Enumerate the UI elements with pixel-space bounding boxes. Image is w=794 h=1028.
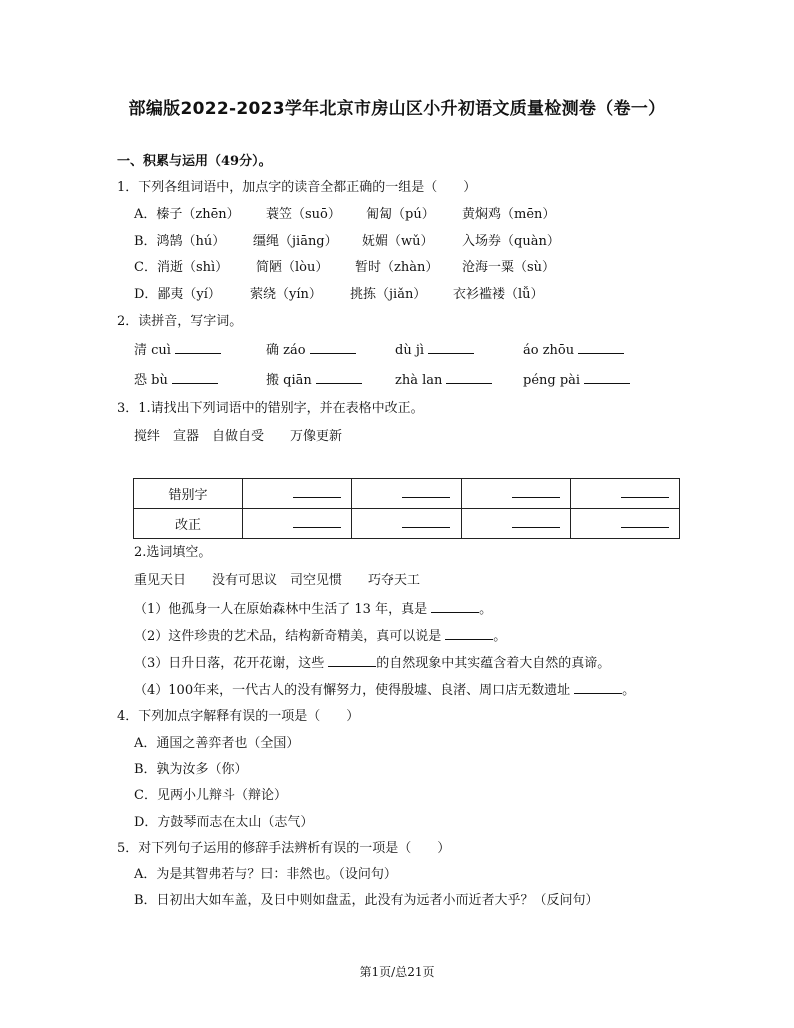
q4-option-d: D．方鼓琴而志在太山（志气） [134, 815, 314, 830]
q2-item-8: péng pài [523, 371, 630, 390]
table-cell[interactable] [570, 509, 679, 539]
q5-option-b: B．日初出大如车盖，及日中则如盘盂，此没有为远者小而近者大乎？（反问句） [134, 893, 599, 908]
q1-b-4: 入场券（quàn） [462, 234, 560, 249]
q1-c-1: C．消逝（shì） [134, 260, 229, 275]
q2-item-5: 恐 bù [134, 371, 218, 390]
q3-fill-item-2: （2）这件珍贵的艺术品，结构新奇精美，真可以说是 。 [134, 629, 507, 644]
table-cell[interactable] [461, 479, 570, 509]
q1-c-3: 暂时（zhàn） [355, 260, 439, 275]
q2-item-1: 清 cuì [134, 341, 221, 360]
q3-fill-item-4: （4）100年来，一代古人的没有懈努力，使得殷墟、良渚、周口店无数遗址 。 [134, 683, 636, 698]
q3-fill-item-1: （1）他孤身一人在原始森林中生活了 13 年，真是 。 [134, 602, 493, 617]
q1-b-3: 妩媚（wǔ） [362, 234, 434, 249]
q3-word-list: 搅绊 宣器 自做自受 万像更新 [134, 429, 343, 444]
correction-table [133, 478, 680, 539]
q4-option-c: C．见两小儿辩斗（辩论） [134, 788, 287, 803]
table-cell[interactable] [352, 479, 461, 509]
q1-d-2: 萦绕（yín） [250, 287, 322, 302]
q3-sub2-heading: 2.选词填空。 [134, 545, 212, 560]
question-4-stem: 4．下列加点字解释有误的一项是（ ） [117, 709, 360, 724]
question-3-stem: 3．1.请找出下列词语中的错别字，并在表格中改正。 [117, 401, 424, 416]
q3-fill-item-3: （3）日升日落，花开花谢，这些 的自然现象中其实蕴含着大自然的真谛。 [134, 656, 611, 671]
q1-a-1: A．榛子（zhēn） [134, 207, 240, 222]
question-1-stem: 1．下列各组词语中，加点字的读音全都正确的一组是（ ） [117, 180, 477, 195]
q2-item-2: 确 záo [266, 341, 356, 360]
q1-a-4: 黄焖鸡（mēn） [462, 207, 556, 222]
q1-b-2: 缰绳（jiāng） [253, 234, 338, 249]
q4-option-b: B．孰为汝多（你） [134, 762, 248, 777]
table-cell[interactable] [243, 509, 352, 539]
table-label-correct: 改正 [134, 509, 243, 539]
question-5-stem: 5．对下列句子运用的修辞手法辨析有误的一项是（ ） [117, 841, 451, 856]
page-title: 部编版2022-2023学年北京市房山区小升初语文质量检测卷（卷一） [128, 99, 666, 119]
q2-item-3: dù jì [395, 341, 474, 360]
section-heading: 一、积累与运用（49分）。 [117, 154, 272, 169]
q2-item-6: 搬 qiān [266, 371, 362, 390]
table-row [134, 479, 680, 509]
q1-b-1: B．鸿鹄（hú） [134, 234, 226, 249]
q1-c-4: 沧海一粟（sù） [462, 260, 556, 275]
q1-c-2: 简陋（lòu） [256, 260, 329, 275]
q1-a-3: 匍匐（pú） [366, 207, 435, 222]
table-label-wrong: 错别字 [134, 479, 243, 509]
q5-option-a: A．为是其智弗若与？曰：非然也。（设问句） [134, 867, 397, 882]
table-cell[interactable] [352, 509, 461, 539]
page-number: 第1页/总21页 [359, 965, 435, 979]
question-2-stem: 2．读拼音，写字词。 [117, 314, 243, 329]
table-cell[interactable] [461, 509, 570, 539]
table-row [134, 509, 680, 539]
q3-choice-list: 重见天日 没有可思议 司空见惯 巧夺天工 [134, 573, 421, 588]
table-cell[interactable] [570, 479, 679, 509]
q4-option-a: A．通国之善弈者也（全国） [134, 736, 300, 751]
q1-a-2: 蓑笠（suō） [266, 207, 341, 222]
q2-item-4: áo zhōu [523, 341, 624, 360]
q1-d-1: D．鄙夷（yí） [134, 287, 221, 302]
q1-d-3: 挑拣（jiǎn） [350, 287, 427, 302]
q1-d-4: 衣衫褴褛（lǚ） [453, 287, 544, 302]
q2-item-7: zhà lan [395, 371, 492, 390]
table-cell[interactable] [243, 479, 352, 509]
